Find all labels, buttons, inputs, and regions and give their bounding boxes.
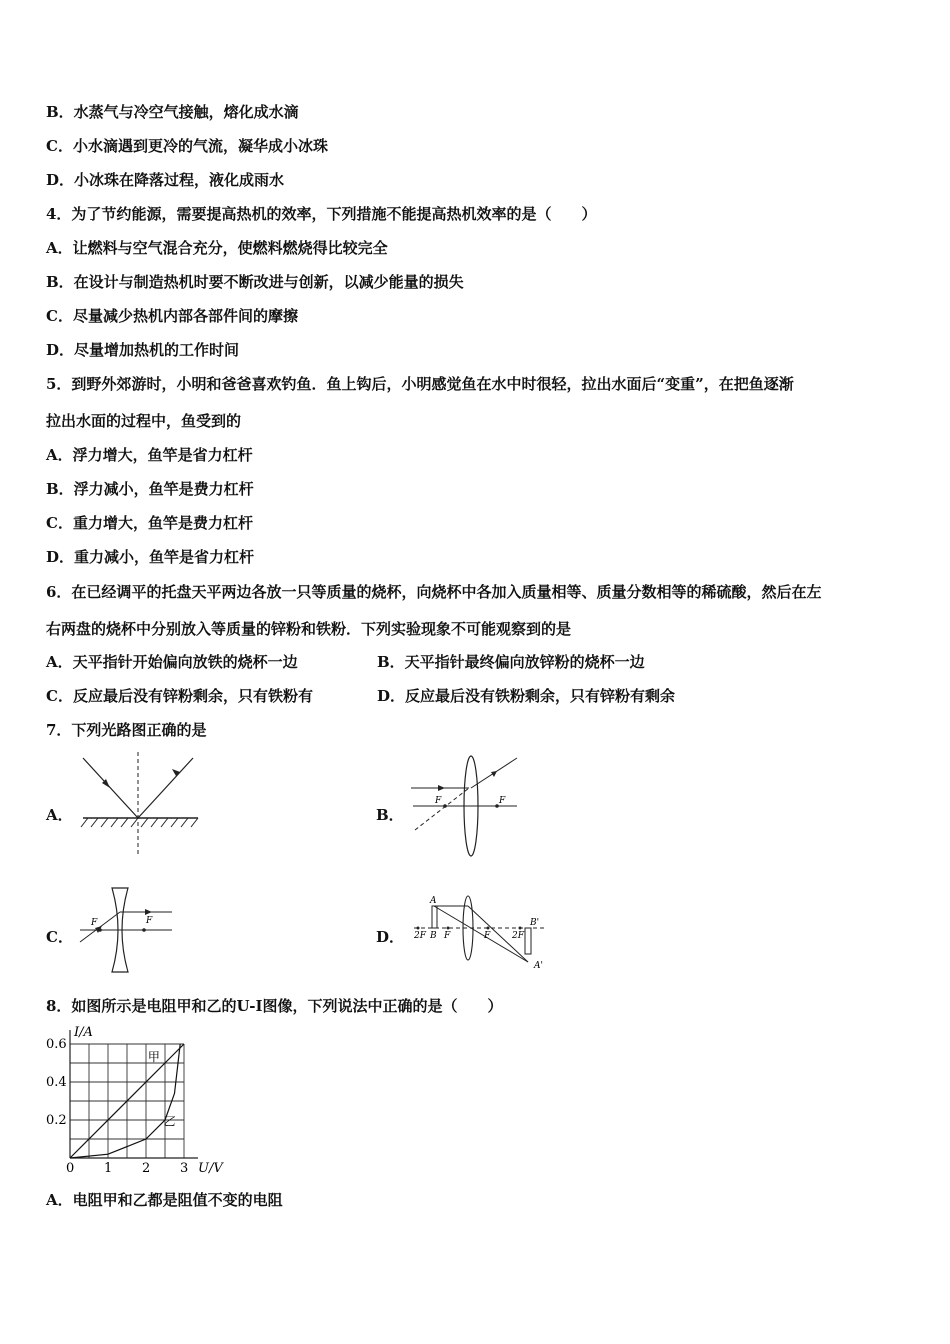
q7b-f-left: F [435,796,442,806]
q7-option-c-label: C． [46,928,73,946]
q7-diagram-d [408,892,548,972]
q5-option-b: B．浮力减小，鱼竿是费力杠杆 [46,480,254,498]
ui-graph [40,1024,240,1176]
q7d-f-left: F [444,931,451,941]
q7c-f-left: F [91,918,98,928]
q7c-f-right: F [146,916,153,926]
y-tick-label: 0.6 [46,1037,67,1052]
q7d-f-right: F [484,931,491,941]
x-tick-label: 2 [142,1161,151,1176]
q5-stem-line2: 拉出水面的过程中，鱼受到的 [46,412,242,430]
q6-stem-line2: 右两盘的烧杯中分别放入等质量的锌粉和铁粉．下列实验现象不可能观察到的是 [46,620,572,638]
q4-option-b: B．在设计与制造热机时要不断改进与创新，以减少能量的损失 [46,273,464,291]
q7d-2f-right: 2F [512,931,524,941]
x-tick-label: 1 [104,1161,113,1176]
y-axis-label: I/A [74,1025,93,1040]
q3-option-c: C．小水滴遇到更冷的气流，凝华成小冰珠 [46,137,328,155]
q7-option-a-label: A． [46,806,73,824]
y-tick-label: 0.2 [46,1113,67,1128]
q7d-point-b: B [430,931,437,941]
q8-stem: 8．如图所示是电阻甲和乙的U-I图像，下列说法中正确的是（ ） [46,997,503,1015]
q7d-point-a-prime: A' [534,961,543,971]
x-tick-label: 0 [66,1161,75,1176]
q6-option-d: D．反应最后没有铁粉剩余，只有锌粉有剩余 [377,687,676,705]
q4-option-d: D．尽量增加热机的工作时间 [46,341,240,359]
q4-option-a: A．让燃料与空气混合充分，使燃料燃烧得比较完全 [46,239,388,257]
q7d-2f-left: 2F [414,931,426,941]
x-axis-label: U/V [198,1161,223,1176]
x-tick-label: 3 [180,1161,189,1176]
q6-option-a: A．天平指针开始偏向放铁的烧杯一边 [46,653,298,671]
q7-diagram-c [76,886,176,976]
q6-stem-line1: 6．在已经调平的托盘天平两边各放一只等质量的烧杯，向烧杯中各加入质量相等、质量分数相等的稀硫酸，然后在左 [46,583,822,601]
y-tick-label: 0.4 [46,1075,67,1090]
q8-option-a: A．电阻甲和乙都是阻值不变的电阻 [46,1191,283,1209]
q5-option-a: A．浮力增大，鱼竿是省力杠杆 [46,446,253,464]
q7-stem: 7．下列光路图正确的是 [46,721,207,739]
series-label-jia: 甲 [147,1050,160,1065]
q7-diagram-a [78,752,208,860]
series-label-yi: 乙 [163,1114,176,1129]
q5-option-c: C．重力增大，鱼竿是费力杠杆 [46,514,253,532]
q6-option-c: C．反应最后没有锌粉剩余，只有铁粉有 [46,687,313,705]
q7b-f-right: F [499,796,506,806]
q7d-point-a: A [430,896,437,906]
q7-diagram-b [405,754,525,860]
ui-graph-svg [40,1024,240,1176]
q4-option-c: C．尽量减少热机内部各部件间的摩擦 [46,307,298,325]
q7-option-d-label: D． [376,928,405,946]
q5-stem-line1: 5．到野外郊游时，小明和爸爸喜欢钓鱼．鱼上钩后，小明感觉鱼在水中时很轻，拉出水面后“变重”，在把鱼逐渐 [46,375,794,393]
q7-option-b-label: B． [376,806,404,824]
q4-stem: 4．为了节约能源，需要提高热机的效率，下列措施不能提高热机效率的是（ ） [46,205,597,223]
q3-option-d: D．小冰珠在降落过程，液化成雨水 [46,171,285,189]
q3-option-b: B．水蒸气与冷空气接触，熔化成水滴 [46,103,299,121]
q7d-point-b-prime: B' [530,918,540,928]
q5-option-d: D．重力减小，鱼竿是省力杠杆 [46,548,255,566]
q6-option-b: B．天平指针最终偏向放锌粉的烧杯一边 [377,653,645,671]
